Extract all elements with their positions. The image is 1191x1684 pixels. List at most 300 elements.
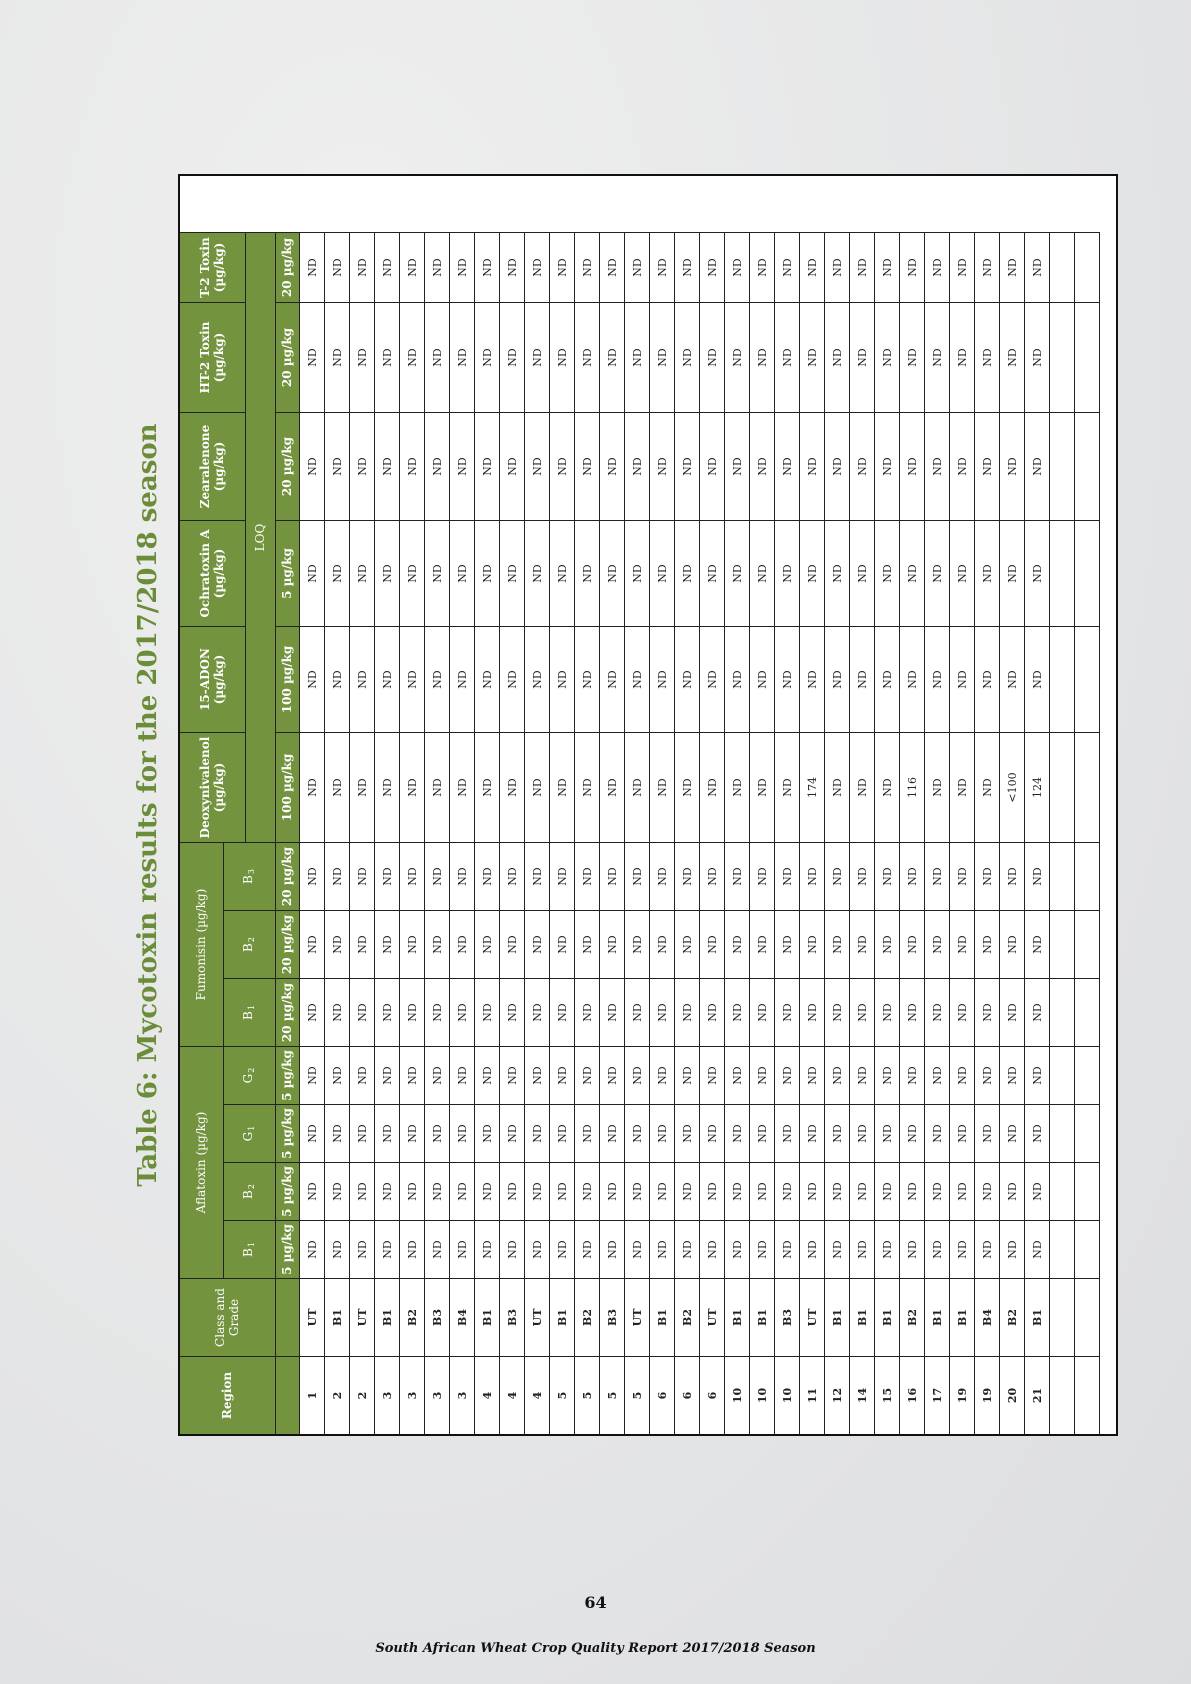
cell-nd: ND <box>950 978 975 1046</box>
cell-nd: ND <box>650 412 675 520</box>
cell-nd: ND <box>450 626 475 732</box>
cell-nd: ND <box>625 842 650 910</box>
cell-nd: ND <box>650 302 675 412</box>
cell-region: 2 <box>325 1356 350 1434</box>
cell-nd: ND <box>525 626 550 732</box>
cell-nd: ND <box>850 1220 875 1278</box>
header-zea-unit: (µg/kg) <box>211 441 226 492</box>
cell-nd: ND <box>575 910 600 978</box>
cell-nd: ND <box>350 302 375 412</box>
cell-deoxynivalenol: ND <box>450 732 475 842</box>
cell-region: 3 <box>450 1356 475 1434</box>
cell-nd: ND <box>825 1104 850 1162</box>
cell-nd: ND <box>550 1220 575 1278</box>
loq-value: 5 µg/kg <box>276 520 300 626</box>
cell-nd: ND <box>625 1162 650 1220</box>
header-ochra-name: Ochratoxin A <box>197 529 212 618</box>
cell-deoxynivalenol: ND <box>425 732 450 842</box>
cell-region: 1 <box>300 1356 325 1434</box>
cell-nd: ND <box>675 520 700 626</box>
cell-nd: ND <box>300 978 325 1046</box>
cell-nd: ND <box>900 1220 925 1278</box>
cell-nd: ND <box>750 1104 775 1162</box>
cell-nd: ND <box>450 412 475 520</box>
cell-nd: ND <box>525 1046 550 1104</box>
empty-cell <box>1050 910 1075 978</box>
cell-nd: ND <box>625 978 650 1046</box>
cell-nd: ND <box>825 910 850 978</box>
cell-nd: ND <box>725 412 750 520</box>
cell-nd: ND <box>825 626 850 732</box>
cell-class-grade: B1 <box>650 1278 675 1356</box>
cell-region: 10 <box>750 1356 775 1434</box>
cell-nd: ND <box>550 1046 575 1104</box>
loq-value: 20 µg/kg <box>276 302 300 412</box>
cell-nd: ND <box>575 1046 600 1104</box>
cell-nd: ND <box>375 1220 400 1278</box>
cell-nd: ND <box>475 1162 500 1220</box>
cell-nd: ND <box>1000 978 1025 1046</box>
cell-nd: ND <box>575 520 600 626</box>
cell-nd: ND <box>350 232 375 302</box>
loq-value: 100 µg/kg <box>276 626 300 732</box>
cell-nd: ND <box>850 842 875 910</box>
cell-class-grade: B3 <box>500 1278 525 1356</box>
rotated-table-container <box>120 174 1120 1436</box>
header-t2-name: T-2 Toxin <box>197 237 212 298</box>
cell-nd: ND <box>700 1162 725 1220</box>
cell-class-grade: UT <box>800 1278 825 1356</box>
cell-deoxynivalenol: ND <box>600 732 625 842</box>
cell-class-grade: B1 <box>925 1278 950 1356</box>
cell-region: 19 <box>975 1356 1000 1434</box>
cell-nd: ND <box>400 1046 425 1104</box>
sub-label-base: G <box>241 1131 256 1142</box>
cell-nd: ND <box>525 412 550 520</box>
cell-nd: ND <box>500 1162 525 1220</box>
cell-nd: ND <box>975 1162 1000 1220</box>
cell-nd: ND <box>450 910 475 978</box>
cell-nd: ND <box>575 842 600 910</box>
cell-region: 19 <box>950 1356 975 1434</box>
cell-nd: ND <box>950 910 975 978</box>
cell-class-grade: B1 <box>750 1278 775 1356</box>
cell-nd: ND <box>750 232 775 302</box>
cell-nd: ND <box>850 1046 875 1104</box>
cell-nd: ND <box>400 978 425 1046</box>
cell-nd: ND <box>1000 1104 1025 1162</box>
cell-nd: ND <box>325 1104 350 1162</box>
sub-label-index: 1 <box>247 1125 257 1131</box>
cell-deoxynivalenol: ND <box>575 732 600 842</box>
cell-class-grade: B1 <box>825 1278 850 1356</box>
cell-nd: ND <box>1025 1104 1050 1162</box>
cell-nd: ND <box>350 1162 375 1220</box>
loq-value: 100 µg/kg <box>276 732 300 842</box>
cell-nd: ND <box>325 302 350 412</box>
cell-nd: ND <box>1025 412 1050 520</box>
cell-nd: ND <box>400 302 425 412</box>
cell-nd: ND <box>400 1162 425 1220</box>
empty-cell <box>1050 302 1075 412</box>
cell-nd: ND <box>925 1162 950 1220</box>
cell-class-grade: B2 <box>900 1278 925 1356</box>
cell-nd: ND <box>325 1046 350 1104</box>
header-adon-name: 15-ADON <box>197 648 212 711</box>
cell-nd: ND <box>475 1220 500 1278</box>
cell-nd: ND <box>700 842 725 910</box>
cell-region: 14 <box>850 1356 875 1434</box>
cell-nd: ND <box>925 1046 950 1104</box>
cell-region: 5 <box>550 1356 575 1434</box>
header-aflatoxin: Aflatoxin (µg/kg) <box>180 1046 224 1278</box>
cell-nd: ND <box>300 1220 325 1278</box>
loq-value: 5 µg/kg <box>276 1104 300 1162</box>
cell-nd: ND <box>625 1046 650 1104</box>
cell-nd: ND <box>450 1220 475 1278</box>
cell-nd: ND <box>875 302 900 412</box>
cell-nd: ND <box>1025 302 1050 412</box>
cell-nd: ND <box>425 1046 450 1104</box>
cell-nd: ND <box>550 1162 575 1220</box>
cell-nd: ND <box>300 232 325 302</box>
loq-value: 5 µg/kg <box>276 1046 300 1104</box>
cell-nd: ND <box>525 1220 550 1278</box>
cell-class-grade: B1 <box>325 1278 350 1356</box>
cell-nd: ND <box>375 626 400 732</box>
cell-deoxynivalenol: ND <box>975 732 1000 842</box>
cell-nd: ND <box>875 520 900 626</box>
cell-nd: ND <box>525 302 550 412</box>
cell-nd: ND <box>525 842 550 910</box>
cell-nd: ND <box>750 302 775 412</box>
sub-label-index: 2 <box>247 937 257 943</box>
cell-deoxynivalenol: ND <box>700 732 725 842</box>
cell-nd: ND <box>675 232 700 302</box>
cell-nd: ND <box>1025 910 1050 978</box>
empty-cell <box>1075 910 1100 978</box>
cell-nd: ND <box>725 978 750 1046</box>
cell-nd: ND <box>600 412 625 520</box>
cell-nd: ND <box>475 232 500 302</box>
cell-nd: ND <box>900 1104 925 1162</box>
cell-nd: ND <box>375 520 400 626</box>
cell-nd: ND <box>475 978 500 1046</box>
cell-nd: ND <box>925 302 950 412</box>
cell-deoxynivalenol: ND <box>825 732 850 842</box>
cell-nd: ND <box>300 1162 325 1220</box>
cell-nd: ND <box>650 910 675 978</box>
cell-nd: ND <box>550 910 575 978</box>
cell-nd: ND <box>350 412 375 520</box>
cell-nd: ND <box>650 1104 675 1162</box>
empty-cell <box>1075 1046 1100 1104</box>
cell-nd: ND <box>875 412 900 520</box>
header-deoxynivalenol <box>180 732 246 842</box>
cell-nd: ND <box>1025 1220 1050 1278</box>
cell-nd: ND <box>400 842 425 910</box>
empty-cell <box>1075 232 1100 302</box>
cell-nd: ND <box>850 626 875 732</box>
cell-region: 10 <box>725 1356 750 1434</box>
cell-nd: ND <box>625 412 650 520</box>
empty-cell <box>1075 1162 1100 1220</box>
header-ht2-name: HT-2 Toxin <box>197 321 212 394</box>
cell-nd: ND <box>800 626 825 732</box>
cell-deoxynivalenol: ND <box>300 732 325 842</box>
cell-class-grade: B4 <box>450 1278 475 1356</box>
cell-nd: ND <box>700 626 725 732</box>
cell-nd: ND <box>1000 1162 1025 1220</box>
cell-nd: ND <box>475 520 500 626</box>
cell-nd: ND <box>825 232 850 302</box>
loq-label: LOQ <box>246 232 276 842</box>
cell-nd: ND <box>300 1046 325 1104</box>
cell-nd: ND <box>1000 910 1025 978</box>
cell-nd: ND <box>775 1046 800 1104</box>
cell-nd: ND <box>775 412 800 520</box>
cell-nd: ND <box>550 626 575 732</box>
empty-cell <box>1050 1278 1075 1356</box>
cell-nd: ND <box>500 1104 525 1162</box>
cell-region: 6 <box>650 1356 675 1434</box>
cell-nd: ND <box>650 232 675 302</box>
header-fumonisin: Fumonisin (µg/kg) <box>180 842 224 1046</box>
cell-nd: ND <box>875 1162 900 1220</box>
subheader-4 <box>224 978 276 1046</box>
sub-label-base: B <box>241 1190 256 1199</box>
cell-nd: ND <box>400 232 425 302</box>
cell-nd: ND <box>875 232 900 302</box>
cell-nd: ND <box>375 232 400 302</box>
cell-nd: ND <box>925 1104 950 1162</box>
cell-class-grade: B3 <box>775 1278 800 1356</box>
cell-nd: ND <box>650 1220 675 1278</box>
subheader-6 <box>224 842 276 910</box>
cell-nd: ND <box>700 232 725 302</box>
cell-nd: ND <box>525 1104 550 1162</box>
cell-nd: ND <box>375 842 400 910</box>
cell-nd: ND <box>800 412 825 520</box>
cell-nd: ND <box>950 842 975 910</box>
cell-nd: ND <box>675 1104 700 1162</box>
cell-nd: ND <box>900 1046 925 1104</box>
cell-deoxynivalenol: ND <box>400 732 425 842</box>
cell-nd: ND <box>725 626 750 732</box>
cell-nd: ND <box>925 520 950 626</box>
cell-nd: ND <box>525 1162 550 1220</box>
cell-nd: ND <box>950 520 975 626</box>
cell-nd: ND <box>450 1104 475 1162</box>
cell-nd: ND <box>300 412 325 520</box>
cell-class-grade: B4 <box>975 1278 1000 1356</box>
cell-nd: ND <box>875 978 900 1046</box>
cell-nd: ND <box>500 302 525 412</box>
cell-nd: ND <box>550 520 575 626</box>
sub-label-index: 2 <box>247 1067 257 1073</box>
empty-cell <box>1075 842 1100 910</box>
cell-deoxynivalenol: ND <box>375 732 400 842</box>
cell-region: 2 <box>350 1356 375 1434</box>
cell-nd: ND <box>775 520 800 626</box>
cell-class-grade: B2 <box>1000 1278 1025 1356</box>
cell-deoxynivalenol: ND <box>750 732 775 842</box>
cell-nd: ND <box>675 302 700 412</box>
cell-nd: ND <box>650 1046 675 1104</box>
cell-nd: ND <box>725 842 750 910</box>
cell-nd: ND <box>975 842 1000 910</box>
cell-nd: ND <box>600 232 625 302</box>
cell-nd: ND <box>675 978 700 1046</box>
cell-deoxynivalenol: ND <box>925 732 950 842</box>
cell-nd: ND <box>775 302 800 412</box>
cell-nd: ND <box>500 412 525 520</box>
cell-nd: ND <box>850 1104 875 1162</box>
cell-nd: ND <box>475 626 500 732</box>
empty-cell <box>1050 842 1075 910</box>
cell-nd: ND <box>925 842 950 910</box>
cell-nd: ND <box>400 626 425 732</box>
cell-nd: ND <box>675 1046 700 1104</box>
cell-nd: ND <box>425 626 450 732</box>
cell-nd: ND <box>950 626 975 732</box>
cell-nd: ND <box>575 1220 600 1278</box>
cell-nd: ND <box>800 1162 825 1220</box>
cell-nd: ND <box>350 626 375 732</box>
loq-value: 20 µg/kg <box>276 232 300 302</box>
cell-nd: ND <box>475 1046 500 1104</box>
cell-nd: ND <box>475 302 500 412</box>
empty-cell <box>1050 732 1075 842</box>
cell-nd: ND <box>525 910 550 978</box>
empty-cell <box>1075 1356 1100 1434</box>
cell-nd: ND <box>450 842 475 910</box>
cell-nd: ND <box>375 412 400 520</box>
empty-cell <box>1075 412 1100 520</box>
empty-cell <box>1075 302 1100 412</box>
cell-nd: ND <box>725 302 750 412</box>
cell-class-grade: B2 <box>675 1278 700 1356</box>
cell-deoxynivalenol: ND <box>650 732 675 842</box>
cell-nd: ND <box>425 1162 450 1220</box>
header-don-name: Deoxynivalenol <box>197 736 212 839</box>
cell-nd: ND <box>475 910 500 978</box>
cell-nd: ND <box>300 626 325 732</box>
cell-region: 11 <box>800 1356 825 1434</box>
cell-nd: ND <box>825 978 850 1046</box>
cell-class-grade: B1 <box>875 1278 900 1356</box>
cell-nd: ND <box>975 520 1000 626</box>
cell-region: 6 <box>700 1356 725 1434</box>
cell-deoxynivalenol: ND <box>950 732 975 842</box>
cell-nd: ND <box>950 302 975 412</box>
cell-nd: ND <box>950 232 975 302</box>
cell-nd: ND <box>1025 520 1050 626</box>
cell-nd: ND <box>800 302 825 412</box>
cell-nd: ND <box>950 1220 975 1278</box>
cell-nd: ND <box>775 978 800 1046</box>
cell-nd: ND <box>500 520 525 626</box>
cell-nd: ND <box>725 1046 750 1104</box>
cell-nd: ND <box>750 1046 775 1104</box>
cell-class-grade: B1 <box>1025 1278 1050 1356</box>
cell-nd: ND <box>600 978 625 1046</box>
cell-region: 6 <box>675 1356 700 1434</box>
empty-cell <box>1075 626 1100 732</box>
header-adon-unit: (µg/kg) <box>211 654 226 705</box>
cell-class-grade: B2 <box>575 1278 600 1356</box>
cell-nd: ND <box>325 1220 350 1278</box>
cell-nd: ND <box>675 910 700 978</box>
empty-cell <box>1050 1162 1075 1220</box>
cell-nd: ND <box>700 1104 725 1162</box>
sub-label-base: B <box>241 1011 256 1020</box>
sub-label-index: 1 <box>247 1242 257 1248</box>
cell-nd: ND <box>725 910 750 978</box>
cell-class-grade: UT <box>525 1278 550 1356</box>
cell-nd: ND <box>825 1220 850 1278</box>
cell-nd: ND <box>775 1220 800 1278</box>
cell-class-grade: B2 <box>400 1278 425 1356</box>
cell-nd: ND <box>575 412 600 520</box>
cell-nd: ND <box>525 520 550 626</box>
cell-nd: ND <box>575 302 600 412</box>
cell-nd: ND <box>700 302 725 412</box>
cell-nd: ND <box>650 842 675 910</box>
cell-nd: ND <box>650 520 675 626</box>
cell-region: 3 <box>375 1356 400 1434</box>
sub-label-index: 2 <box>247 1184 257 1190</box>
report-footer: South African Wheat Crop Quality Report 2017/2018 Season <box>375 1641 816 1656</box>
cell-nd: ND <box>825 842 850 910</box>
cell-nd: ND <box>925 910 950 978</box>
cell-nd: ND <box>325 1162 350 1220</box>
cell-nd: ND <box>775 232 800 302</box>
cell-region: 3 <box>425 1356 450 1434</box>
empty-cell <box>1050 1104 1075 1162</box>
cell-nd: ND <box>625 520 650 626</box>
empty-cell <box>1050 626 1075 732</box>
cell-nd: ND <box>400 910 425 978</box>
cell-nd: ND <box>850 910 875 978</box>
cell-nd: ND <box>1000 412 1025 520</box>
cell-nd: ND <box>775 626 800 732</box>
cell-nd: ND <box>600 626 625 732</box>
cell-nd: ND <box>675 1220 700 1278</box>
header-ht2 <box>180 302 246 412</box>
cell-class-grade: B1 <box>475 1278 500 1356</box>
cell-deoxynivalenol: ND <box>875 732 900 842</box>
cell-deoxynivalenol: ND <box>350 732 375 842</box>
cell-nd: ND <box>375 910 400 978</box>
cell-deoxynivalenol: ND <box>625 732 650 842</box>
cell-nd: ND <box>600 1046 625 1104</box>
cell-deoxynivalenol: 174 <box>800 732 825 842</box>
cell-nd: ND <box>600 842 625 910</box>
cell-nd: ND <box>850 232 875 302</box>
cell-nd: ND <box>900 302 925 412</box>
cell-nd: ND <box>750 910 775 978</box>
cell-nd: ND <box>450 520 475 626</box>
empty-cell <box>1050 1220 1075 1278</box>
cell-nd: ND <box>900 412 925 520</box>
cell-nd: ND <box>975 302 1000 412</box>
cell-deoxynivalenol: ND <box>500 732 525 842</box>
empty-cell <box>1050 978 1075 1046</box>
cell-region: 3 <box>400 1356 425 1434</box>
sub-label-index: 1 <box>247 1005 257 1011</box>
cell-nd: ND <box>625 910 650 978</box>
